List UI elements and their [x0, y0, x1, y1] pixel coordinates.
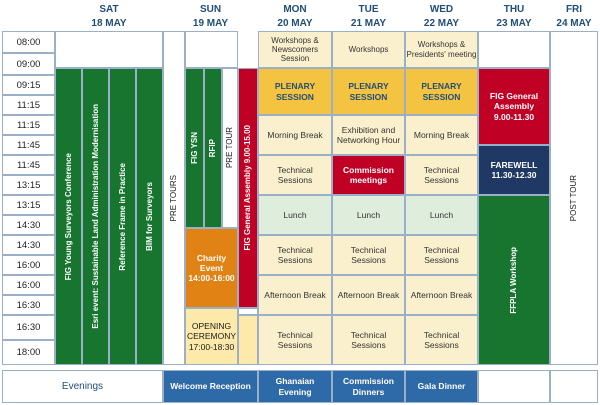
sun-pre-tour-label: PRE TOUR: [225, 127, 235, 169]
time-slot-1315: [2, 195, 55, 215]
day-header-fri: [550, 2, 598, 16]
sat-track-young-surveyors-label: FIG Young Surveyors Conference: [63, 152, 73, 281]
sun-pre-tours[interactable]: [163, 31, 185, 365]
mon-technical-3-label: Technical Sessions: [277, 329, 313, 350]
sun-charity-event[interactable]: [185, 228, 238, 308]
evening-gala-dinner-label: Gala Dinner: [417, 381, 466, 392]
time-slot-1430-end-text: 14:30: [16, 219, 41, 231]
day-header-sun-name: SUN: [199, 3, 222, 15]
tue-workshops[interactable]: [332, 31, 405, 68]
time-slot-1145: [2, 135, 55, 155]
mon-plenary-label: PLENARY SESSION: [274, 81, 316, 102]
tue-workshops-label: Workshops: [348, 44, 389, 54]
day-date-sun-text: 19 MAY: [192, 17, 229, 29]
fri-post-tour-label: POST TOUR: [569, 174, 579, 222]
evening-welcome-reception-label: Welcome Reception: [170, 381, 251, 392]
sun-gap: [238, 308, 258, 315]
day-date-sun: [163, 16, 258, 30]
time-slot-1600-end-text: 16:00: [16, 259, 41, 271]
tue-afternoon-break[interactable]: [332, 275, 405, 315]
wed-morning-break-label: Morning Break: [413, 129, 470, 140]
thu-farewell[interactable]: [478, 145, 550, 195]
thu-ffpla-workshop[interactable]: [478, 195, 550, 365]
day-date-sat-text: 18 MAY: [91, 17, 127, 29]
day-date-mon: [258, 16, 332, 30]
tue-commission-meetings[interactable]: [332, 155, 405, 195]
evenings-label-cell: [2, 370, 163, 403]
wed-technical-3-label: Technical Sessions: [423, 329, 460, 350]
sat-track-esri-label: Esri event: Sustainable Land Administration Modernisation: [90, 104, 100, 329]
sun-fig-ysn[interactable]: [185, 68, 204, 228]
wed-workshops-presidents-label: Workshops & Presidents' meeting: [406, 40, 477, 59]
evenings-label: Evenings: [61, 381, 104, 392]
sun-rfip-label: RFIP: [208, 138, 218, 158]
tue-lunch-label: Lunch: [356, 209, 381, 220]
time-slot-1800: [2, 340, 55, 365]
wed-lunch-label: Lunch: [429, 209, 454, 220]
thu-fig-general-assembly-title: FIG General Assembly: [489, 91, 539, 112]
wed-lunch[interactable]: [405, 195, 478, 235]
day-header-wed: [405, 2, 478, 16]
thu-farewell-title: FAREWELL: [490, 159, 538, 170]
mon-afternoon-break[interactable]: [258, 275, 332, 315]
day-header-sun: [163, 2, 258, 16]
time-slot-0900: [2, 53, 55, 75]
tue-commission-meetings-label: Commission meetings: [342, 164, 394, 185]
time-slot-1115-end: [2, 95, 55, 115]
time-slot-1115-text: 11:15: [16, 119, 41, 131]
time-slot-1630-text: 16:30: [16, 322, 41, 333]
thu-fig-general-assembly-text: [479, 91, 549, 122]
sun-fig-general-assembly-label: FIG General Assembly 9.00-15.00: [243, 125, 253, 251]
day-header-tue-name: TUE: [358, 3, 379, 15]
mon-workshops[interactable]: [258, 31, 332, 68]
sat-track-young-surveyors[interactable]: [55, 68, 82, 365]
time-slot-1315-text: 13:15: [16, 199, 41, 211]
wed-technical-2[interactable]: [405, 235, 478, 275]
time-slot-0800: [2, 31, 55, 53]
tue-technical-2-label: Technical Sessions: [350, 244, 387, 265]
tue-plenary-label: PLENARY SESSION: [348, 81, 389, 102]
tue-afternoon-break-label: Afternoon Break: [337, 289, 400, 300]
time-slot-1430: [2, 235, 55, 255]
day-date-sat: [55, 16, 163, 30]
wed-technical-1[interactable]: [405, 155, 478, 195]
sun-opening-ceremony-tail: [238, 315, 258, 365]
wed-morning-break[interactable]: [405, 115, 478, 155]
day-header-sat-name: SAT: [99, 3, 119, 15]
sat-track-reference-frame-label: Reference Frame in Practice: [117, 162, 127, 271]
sun-charity-event-text: [186, 253, 237, 284]
thu-fig-general-assembly[interactable]: [478, 68, 550, 145]
day-header-thu: [478, 2, 550, 16]
time-slot-0915: [2, 75, 55, 95]
fri-post-tour[interactable]: [550, 31, 598, 365]
day-header-mon-name: MON: [283, 3, 307, 15]
thu-ffpla-workshop-label: FFPLA Workshop: [509, 246, 519, 314]
sat-track-esri[interactable]: [82, 68, 109, 365]
thu-fig-general-assembly-time: 9.00-11.30: [493, 111, 535, 122]
time-slot-1430-end: [2, 215, 55, 235]
tue-lunch[interactable]: [332, 195, 405, 235]
time-slot-1430-text: 14:30: [16, 239, 41, 251]
evening-commission-dinners-label: Commission Dinners: [342, 376, 394, 397]
evening-ghanaian-evening-label: Ghanaian Evening: [275, 376, 315, 397]
wed-afternoon-break[interactable]: [405, 275, 478, 315]
mon-technical-3[interactable]: [258, 315, 332, 365]
mon-lunch-label: Lunch: [283, 209, 307, 220]
sun-charity-event-title: Charity Event: [196, 252, 227, 273]
evening-commission-dinners[interactable]: [332, 370, 405, 403]
tue-technical-2[interactable]: [332, 235, 405, 275]
evening-thu-empty: [478, 370, 550, 403]
mon-plenary[interactable]: [258, 68, 332, 115]
time-slot-1115: [2, 115, 55, 135]
mon-afternoon-break-label: Afternoon Break: [264, 289, 326, 300]
day-header-tue: [332, 2, 405, 16]
day-date-tue: [332, 16, 405, 30]
sun-opening-ceremony[interactable]: [185, 308, 238, 365]
time-slot-0800-text: 08:00: [16, 36, 41, 48]
day-date-fri-text: 24 MAY: [556, 17, 592, 29]
time-slot-1115-end-text: 11:15: [16, 99, 41, 111]
time-slot-1630-end: [2, 295, 55, 315]
day-date-wed: [405, 16, 478, 30]
sun-fig-general-assembly[interactable]: [238, 68, 258, 308]
mon-morning-break-label: Morning Break: [267, 129, 323, 140]
day-header-fri-name: FRI: [565, 3, 583, 15]
sun-pre-tours-label: PRE TOURS: [169, 174, 179, 222]
time-slot-1630: [2, 315, 55, 340]
wed-workshops-presidents[interactable]: [405, 31, 478, 68]
mon-lunch[interactable]: [258, 195, 332, 235]
day-header-sat: [55, 2, 163, 16]
time-slot-1145-start-text: 11:45: [16, 159, 41, 171]
sat-track-bim[interactable]: [136, 68, 163, 365]
time-slot-1315-end: [2, 175, 55, 195]
tue-exhibition-networking[interactable]: [332, 115, 405, 155]
time-slot-0900-text: 09:00: [16, 58, 41, 70]
day-date-wed-text: 22 MAY: [423, 17, 460, 29]
evening-ghanaian-evening[interactable]: [258, 370, 332, 403]
mon-technical-2-label: Technical Sessions: [277, 244, 313, 265]
thu-farewell-text: [491, 160, 538, 180]
wed-technical-2-label: Technical Sessions: [423, 244, 460, 265]
wed-technical-1-label: Technical Sessions: [423, 164, 460, 185]
sun-rfip[interactable]: [204, 68, 222, 228]
day-header-mon: [258, 2, 332, 16]
sat-track-bim-label: BIM for Surveyors: [144, 182, 154, 251]
sun-empty-top: [185, 31, 238, 68]
tue-plenary[interactable]: [332, 68, 405, 115]
tue-technical-3-label: Technical Sessions: [350, 329, 387, 350]
sun-opening-ceremony-title: OPENING CEREMONY: [186, 321, 237, 342]
time-slot-1145-start: [2, 155, 55, 175]
mon-technical-2[interactable]: [258, 235, 332, 275]
evening-fri-empty: [550, 370, 598, 403]
day-header-wed-name: WED: [429, 3, 454, 15]
sun-opening-ceremony-text: [186, 321, 237, 352]
thu-empty-top: [478, 31, 550, 68]
mon-morning-break[interactable]: [258, 115, 332, 155]
sun-charity-event-time: 14:00-16:00: [188, 273, 235, 284]
sat-track-reference-frame[interactable]: [109, 68, 136, 365]
time-slot-0915-text: 09:15: [16, 79, 41, 91]
wed-plenary[interactable]: [405, 68, 478, 115]
sat-empty-top: [55, 31, 163, 68]
time-slot-1600-end: [2, 255, 55, 275]
wed-afternoon-break-label: Afternoon Break: [410, 289, 473, 300]
sun-opening-ceremony-time: 17:00-18:30: [188, 341, 235, 352]
evening-gala-dinner[interactable]: [405, 370, 478, 403]
wed-plenary-label: PLENARY SESSION: [421, 81, 462, 102]
day-date-mon-text: 20 MAY: [277, 17, 313, 29]
day-date-fri: [550, 16, 598, 30]
tue-technical-3[interactable]: [332, 315, 405, 365]
mon-technical-1[interactable]: [258, 155, 332, 195]
time-slot-1315-end-text: 13:15: [16, 179, 41, 191]
mon-workshops-label: Workshops & Newscomers Session: [271, 35, 319, 64]
mon-technical-1-label: Technical Sessions: [277, 164, 313, 185]
day-date-thu-text: 23 MAY: [496, 17, 532, 29]
sun-fig-ysn-label: FIG YSN: [189, 132, 199, 164]
day-header-thu-name: THU: [503, 3, 525, 15]
time-slot-1600-text: 16:00: [16, 279, 41, 291]
wed-technical-3[interactable]: [405, 315, 478, 365]
sun-pre-tour[interactable]: [222, 68, 238, 228]
day-date-tue-text: 21 MAY: [350, 17, 387, 29]
time-slot-1600: [2, 275, 55, 295]
time-slot-1630-end-text: 16:30: [16, 299, 41, 311]
tue-exhibition-networking-label: Exhibition and Networking Hour: [336, 124, 401, 145]
day-date-thu: [478, 16, 550, 30]
time-slot-1800-text: 18:00: [16, 347, 41, 358]
time-slot-1145-text: 11:45: [16, 139, 41, 151]
evening-welcome-reception[interactable]: [163, 370, 258, 403]
thu-farewell-time: 11.30-12.30: [491, 170, 537, 180]
